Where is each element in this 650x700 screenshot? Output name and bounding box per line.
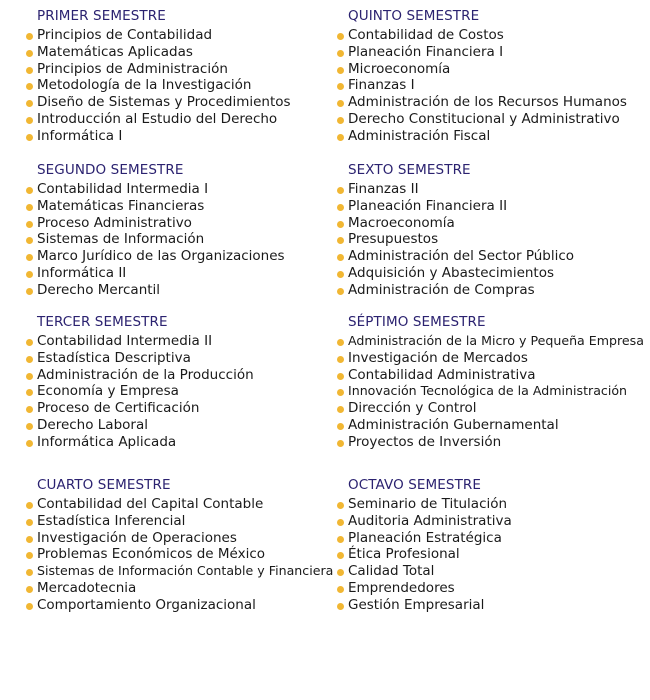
bullet-dot-icon bbox=[337, 552, 344, 559]
semester-block-septimo bbox=[337, 314, 647, 451]
subject-list bbox=[26, 496, 336, 614]
bullet-dot-icon bbox=[337, 536, 344, 543]
subject-item bbox=[26, 417, 336, 434]
bullet-dot-icon bbox=[26, 373, 33, 380]
subject-label: Comportamiento Organizacional bbox=[37, 596, 256, 613]
subject-item bbox=[337, 248, 647, 265]
subject-label: Principios de Administración bbox=[37, 60, 228, 77]
semester-block-quinto bbox=[337, 8, 647, 145]
subject-label: Planeación Financiera I bbox=[348, 43, 504, 60]
subject-label: Economía y Empresa bbox=[37, 383, 179, 400]
bullet-dot-icon bbox=[26, 237, 33, 244]
subject-item bbox=[337, 434, 647, 451]
subject-label: Contabilidad de Costos bbox=[348, 27, 504, 43]
bullet-dot-icon bbox=[337, 67, 344, 74]
subject-list bbox=[337, 27, 647, 145]
subject-label: Informática II bbox=[37, 264, 127, 281]
subject-item bbox=[26, 383, 336, 400]
subject-item bbox=[26, 546, 336, 563]
semester-block-sexto bbox=[337, 162, 647, 299]
semester-block-tercer bbox=[26, 314, 336, 451]
subject-item bbox=[26, 434, 336, 451]
bullet-dot-icon bbox=[26, 356, 33, 363]
subject-label: Gestión Empresarial bbox=[348, 596, 485, 613]
subject-list bbox=[337, 333, 647, 451]
subject-item bbox=[26, 128, 336, 145]
bullet-dot-icon bbox=[26, 502, 33, 509]
bullet-dot-icon bbox=[26, 288, 33, 295]
subject-item bbox=[337, 198, 647, 215]
subject-label: Administración de Compras bbox=[348, 281, 535, 298]
semester-block-octavo bbox=[337, 477, 647, 614]
semester-title: CUARTO SEMESTRE bbox=[37, 477, 171, 493]
bullet-dot-icon bbox=[26, 406, 33, 413]
subject-item bbox=[337, 580, 647, 597]
bullet-dot-icon bbox=[26, 254, 33, 261]
subject-label: Contabilidad del Capital Contable bbox=[37, 496, 264, 512]
bullet-dot-icon bbox=[337, 271, 344, 278]
subject-item bbox=[26, 530, 336, 547]
subject-list bbox=[26, 181, 336, 299]
subject-label: Administración Gubernamental bbox=[348, 416, 559, 433]
subject-item bbox=[26, 563, 336, 580]
subject-label: Derecho Constitucional y Administrativo bbox=[348, 110, 620, 127]
subject-item bbox=[337, 597, 647, 614]
subject-label: Ética Profesional bbox=[348, 546, 460, 563]
bullet-dot-icon bbox=[337, 603, 344, 610]
subject-label: Administración Fiscal bbox=[348, 127, 491, 144]
subject-item bbox=[337, 44, 647, 61]
subject-label: Finanzas II bbox=[348, 181, 419, 197]
subject-item bbox=[26, 367, 336, 384]
subject-item bbox=[337, 215, 647, 232]
subject-label: Investigación de Operaciones bbox=[37, 529, 237, 546]
bullet-dot-icon bbox=[337, 373, 344, 380]
subject-item bbox=[337, 181, 647, 198]
bullet-dot-icon bbox=[26, 519, 33, 526]
subject-label: Investigación de Mercados bbox=[348, 349, 528, 366]
subject-label: Macroeconomía bbox=[348, 214, 455, 231]
subject-label: Administración de los Recursos Humanos bbox=[348, 94, 627, 111]
subject-item bbox=[26, 496, 336, 513]
subject-item bbox=[337, 530, 647, 547]
subject-label: Seminario de Titulación bbox=[348, 496, 508, 512]
subject-item bbox=[337, 546, 647, 563]
subject-label: Principios de Contabilidad bbox=[37, 27, 213, 43]
semester-block-cuarto bbox=[26, 477, 336, 614]
subject-label: Estadística Descriptiva bbox=[37, 349, 191, 366]
subject-label: Derecho Mercantil bbox=[37, 281, 161, 298]
bullet-dot-icon bbox=[26, 134, 33, 141]
bullet-dot-icon bbox=[26, 33, 33, 40]
subject-label: Contabilidad Administrativa bbox=[348, 366, 536, 383]
subject-item bbox=[26, 111, 336, 128]
subject-label: Matemáticas Aplicadas bbox=[37, 43, 193, 60]
bullet-dot-icon bbox=[26, 536, 33, 543]
subject-label: Proyectos de Inversión bbox=[348, 433, 502, 450]
bullet-dot-icon bbox=[337, 117, 344, 124]
subject-label: Derecho Laboral bbox=[37, 416, 148, 433]
bullet-dot-icon bbox=[337, 237, 344, 244]
subject-item bbox=[26, 94, 336, 111]
bullet-dot-icon bbox=[337, 519, 344, 526]
subject-label: Sistemas de Información bbox=[37, 231, 205, 248]
bullet-dot-icon bbox=[26, 423, 33, 430]
subject-label: Microeconomía bbox=[348, 60, 451, 77]
subject-label: Administración del Sector Público bbox=[348, 248, 575, 265]
subject-item bbox=[26, 27, 336, 44]
subject-label: Informática I bbox=[37, 127, 123, 144]
semester-title: SÉPTIMO SEMESTRE bbox=[348, 314, 486, 330]
subject-label: Planeación Financiera II bbox=[348, 197, 508, 214]
subject-label: Metodología de la Investigación bbox=[37, 77, 252, 94]
subject-item bbox=[337, 77, 647, 94]
subject-item bbox=[337, 350, 647, 367]
bullet-dot-icon bbox=[26, 569, 33, 576]
bullet-dot-icon bbox=[337, 423, 344, 430]
bullet-dot-icon bbox=[337, 100, 344, 107]
semester-title: SEGUNDO SEMESTRE bbox=[37, 162, 184, 178]
subject-label: Diseño de Sistemas y Procedimientos bbox=[37, 94, 291, 111]
subject-label: Calidad Total bbox=[348, 563, 435, 580]
bullet-dot-icon bbox=[337, 586, 344, 593]
subject-label: Emprendedores bbox=[348, 579, 455, 596]
bullet-dot-icon bbox=[337, 50, 344, 57]
subject-item bbox=[337, 265, 647, 282]
subject-item bbox=[26, 231, 336, 248]
subject-item bbox=[26, 198, 336, 215]
bullet-dot-icon bbox=[337, 356, 344, 363]
bullet-dot-icon bbox=[26, 117, 33, 124]
bullet-dot-icon bbox=[337, 33, 344, 40]
bullet-dot-icon bbox=[26, 339, 33, 346]
bullet-dot-icon bbox=[26, 389, 33, 396]
subject-label: Informática Aplicada bbox=[37, 433, 177, 450]
subject-label: Mercadotecnia bbox=[37, 579, 137, 596]
subject-item bbox=[337, 513, 647, 530]
subject-label: Dirección y Control bbox=[348, 400, 477, 417]
subject-item bbox=[26, 580, 336, 597]
bullet-dot-icon bbox=[337, 406, 344, 413]
bullet-dot-icon bbox=[337, 569, 344, 576]
subject-label: Marco Jurídico de las Organizaciones bbox=[37, 248, 285, 265]
bullet-dot-icon bbox=[337, 339, 344, 346]
subject-item bbox=[337, 61, 647, 78]
subject-list bbox=[26, 333, 336, 451]
subject-item bbox=[337, 333, 647, 350]
subject-label: Administración de la Producción bbox=[37, 366, 254, 383]
subject-label: Planeación Estratégica bbox=[348, 529, 502, 546]
subject-label: Matemáticas Financieras bbox=[37, 197, 205, 214]
subject-item bbox=[337, 231, 647, 248]
bullet-dot-icon bbox=[26, 67, 33, 74]
subject-item bbox=[26, 282, 336, 299]
subject-label: Contabilidad Intermedia I bbox=[37, 181, 209, 197]
subject-label: Contabilidad Intermedia II bbox=[37, 333, 213, 349]
subject-item bbox=[337, 400, 647, 417]
subject-item bbox=[26, 333, 336, 350]
subject-item bbox=[26, 77, 336, 94]
bullet-dot-icon bbox=[337, 389, 344, 396]
subject-label: Finanzas I bbox=[348, 77, 415, 94]
subject-item bbox=[337, 27, 647, 44]
subject-label: Introducción al Estudio del Derecho bbox=[37, 110, 278, 127]
bullet-dot-icon bbox=[26, 100, 33, 107]
bullet-dot-icon bbox=[26, 603, 33, 610]
subject-item bbox=[337, 282, 647, 299]
bullet-dot-icon bbox=[26, 50, 33, 57]
subject-item bbox=[26, 215, 336, 232]
subject-item bbox=[26, 44, 336, 61]
bullet-dot-icon bbox=[337, 440, 344, 447]
subject-item bbox=[26, 400, 336, 417]
subject-label: Auditoria Administrativa bbox=[348, 512, 512, 529]
subject-item bbox=[337, 496, 647, 513]
subject-label: Presupuestos bbox=[348, 231, 439, 248]
bullet-dot-icon bbox=[26, 221, 33, 228]
subject-item bbox=[26, 248, 336, 265]
subject-item bbox=[337, 94, 647, 111]
subject-label: Innovación Tecnológica de la Administración bbox=[348, 383, 628, 399]
subject-item bbox=[337, 128, 647, 145]
subject-label: Proceso Administrativo bbox=[37, 214, 192, 231]
subject-item bbox=[26, 265, 336, 282]
bullet-dot-icon bbox=[337, 187, 344, 194]
subject-item bbox=[26, 350, 336, 367]
semester-block-segundo bbox=[26, 162, 336, 299]
semester-block-primer bbox=[26, 8, 336, 145]
subject-item bbox=[337, 417, 647, 434]
bullet-dot-icon bbox=[337, 221, 344, 228]
subject-item bbox=[26, 61, 336, 78]
bullet-dot-icon bbox=[337, 83, 344, 90]
subject-item bbox=[337, 111, 647, 128]
bullet-dot-icon bbox=[26, 271, 33, 278]
bullet-dot-icon bbox=[26, 586, 33, 593]
semester-title: QUINTO SEMESTRE bbox=[348, 8, 480, 24]
subject-label: Adquisición y Abastecimientos bbox=[348, 264, 555, 281]
subject-item bbox=[26, 181, 336, 198]
bullet-dot-icon bbox=[26, 204, 33, 211]
subject-item bbox=[26, 513, 336, 530]
subject-item bbox=[337, 383, 647, 400]
bullet-dot-icon bbox=[26, 552, 33, 559]
bullet-dot-icon bbox=[337, 204, 344, 211]
bullet-dot-icon bbox=[26, 440, 33, 447]
subject-list bbox=[26, 27, 336, 145]
bullet-dot-icon bbox=[337, 288, 344, 295]
subject-label: Problemas Económicos de México bbox=[37, 546, 266, 563]
semester-title: OCTAVO SEMESTRE bbox=[348, 477, 482, 493]
bullet-dot-icon bbox=[26, 83, 33, 90]
bullet-dot-icon bbox=[337, 254, 344, 261]
subject-list bbox=[337, 496, 647, 614]
subject-item bbox=[337, 367, 647, 384]
bullet-dot-icon bbox=[337, 502, 344, 509]
subject-label: Estadística Inferencial bbox=[37, 512, 186, 529]
bullet-dot-icon bbox=[337, 134, 344, 141]
semester-title: PRIMER SEMESTRE bbox=[37, 8, 166, 24]
subject-item bbox=[26, 597, 336, 614]
subject-list bbox=[337, 181, 647, 299]
subject-label: Sistemas de Información Contable y Financiera bbox=[37, 563, 334, 579]
subject-item bbox=[337, 563, 647, 580]
bullet-dot-icon bbox=[26, 187, 33, 194]
subject-label: Administración de la Micro y Pequeña Empresa bbox=[348, 333, 644, 348]
semester-title: TERCER SEMESTRE bbox=[37, 314, 168, 330]
subject-label: Proceso de Certificación bbox=[37, 400, 200, 417]
semester-title: SEXTO SEMESTRE bbox=[348, 162, 471, 178]
